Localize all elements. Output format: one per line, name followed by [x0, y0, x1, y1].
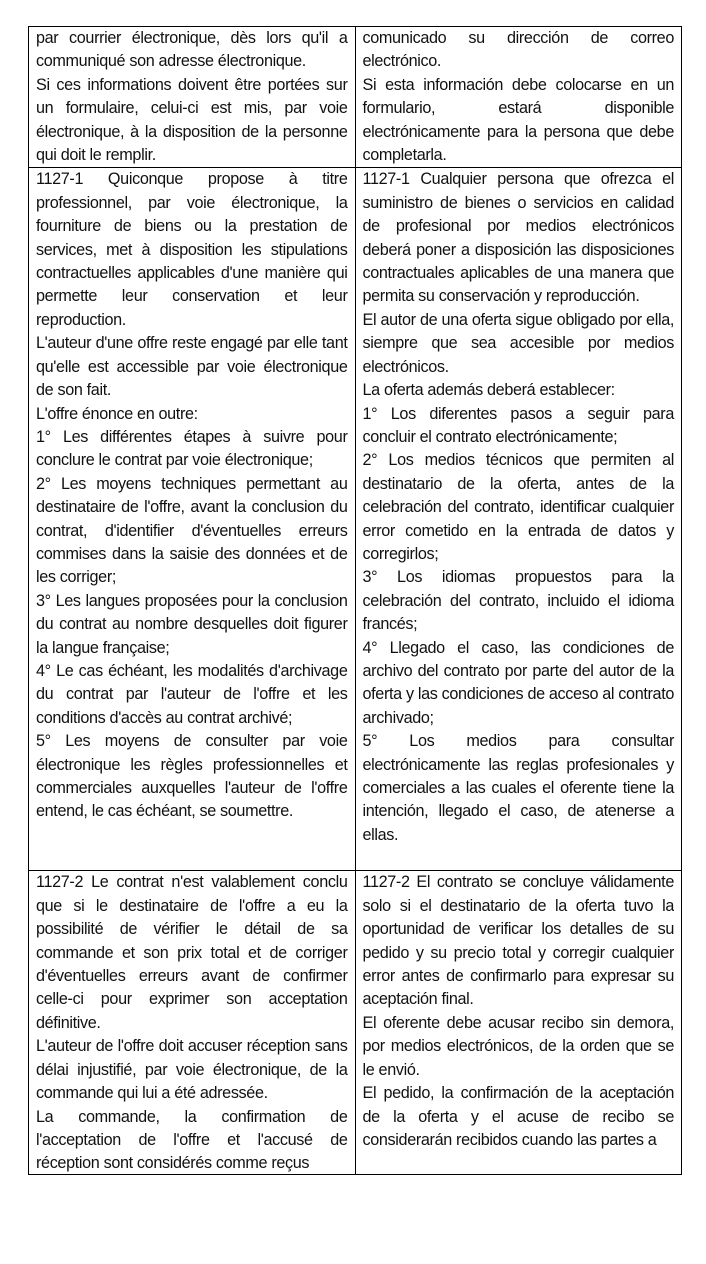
list-item: 2° Los medios técnicos que permiten al destinatario de la oferta, antes de la celebración del contrato, identificar cualquier error cometido en la entrada de datos y corregirlos; [362, 451, 674, 563]
paragraph: par courrier électronique, dès lors qu'il a communiqué son adresse électronique. [36, 29, 348, 71]
list-item: 4° Le cas échéant, les modalités d'archivage du contrat par l'auteur de l'offre et les conditions d'accès au contrat archivé; [36, 661, 348, 727]
french-cell [29, 168, 356, 871]
paragraph: Si ces informations doivent être portées sur un formulaire, celui-ci est mis, par voie électronique, à la disposition de la personne qui doit le remplir. [36, 75, 348, 165]
paragraph: L'offre énonce en outre: [36, 404, 198, 423]
table-row [29, 27, 682, 168]
paragraph: 1127-1 Cualquier persona que ofrezca el suministro de bienes o servicios en calidad de profesional por medios electrónicos deberá poner a disposición las disposiciones contractuales aplicables de una manera que permita su conservación y reproducción. [362, 170, 674, 306]
spanish-cell [355, 871, 682, 1175]
list-item: 5° Los medios para consultar electrónicamente las reglas profesionales y comerciales a las cuales el oferente tiene la intención, llegado el caso, de atenerse a ellas. [362, 732, 674, 844]
list-item: 3° Les langues proposées pour la conclusion du contrat au nombre desquelles doit figurer la langue française; [36, 591, 348, 657]
spanish-cell [355, 27, 682, 168]
list-item: 1° Les différentes étapes à suivre pour conclure le contrat par voie électronique; [36, 427, 348, 470]
paragraph: 1127-2 Le contrat n'est valablement conclu que si le destinataire de l'offre a eu la possibilité de vérifier le détail de sa commande et son prix total et de corriger d'éventuelles erreurs avant de confirmer celle-ci pour exprimer son acceptation définitive. [36, 873, 348, 1032]
french-cell [29, 27, 356, 168]
paragraph: comunicado su dirección de correo electrónico. [362, 29, 674, 71]
paragraph: Si esta información debe colocarse en un formulario, estará disponible electrónicamente para la persona que debe completarla. [362, 75, 674, 165]
table-row [29, 871, 682, 1175]
paragraph: 1127-2 El contrato se concluye válidamente solo si el destinatario de la oferta tuvo la oportunidad de verificar los detalles de su pedido y su precio total y corregir cualquier error antes de confirmarlo para expresar su aceptación final. [362, 873, 674, 1009]
spanish-cell [355, 168, 682, 871]
paragraph: El pedido, la confirmación de la aceptación de la oferta y el acuse de recibo se considerarán recibidos cuando las partes a [362, 1084, 674, 1149]
list-item: 3° Los idiomas propuestos para la celebración del contrato, incluido el idioma francés; [362, 568, 674, 634]
bilingual-table [28, 26, 682, 1175]
document-page [28, 26, 682, 1175]
paragraph: La oferta además deberá establecer: [362, 381, 615, 400]
list-item: 1° Los diferentes pasos a seguir para concluir el contrato electrónicamente; [362, 404, 674, 446]
paragraph: L'auteur d'une offre reste engagé par elle tant qu'elle est accessible par voie électronique de son fait. [36, 334, 348, 400]
table-row [29, 168, 682, 871]
list-item: 5° Les moyens de consulter par voie électronique les règles professionnelles et commerciales auxquelles l'auteur de l'offre entend, le cas échéant, se soumettre. [36, 732, 348, 821]
paragraph: L'auteur de l'offre doit accuser réception sans délai injustifié, par voie électronique, de la commande qui lui a été adressée. [36, 1037, 348, 1103]
paragraph: El autor de una oferta sigue obligado por ella, siempre que sea accesible por medios electrónicos. [362, 310, 674, 376]
french-cell [29, 871, 356, 1175]
list-item: 4° Llegado el caso, las condiciones de archivo del contrato por parte del autor de la oferta y las condiciones de acceso al contrato archivado; [362, 638, 674, 727]
paragraph: El oferente debe acusar recibo sin demora, por medios electrónicos, de la orden que se le envió. [362, 1013, 674, 1079]
paragraph: La commande, la confirmation de l'acceptation de l'offre et l'accusé de réception sont considérés comme reçus [36, 1107, 348, 1173]
paragraph: 1127-1 Quiconque propose à titre professionnel, par voie électronique, la fourniture de biens ou la prestation de services, met à disposition les stipulations contractuelles applicables d'une manière qui permette leur conservation et leur reproduction. [36, 170, 348, 329]
list-item: 2° Les moyens techniques permettant au destinataire de l'offre, avant la conclusion du contrat, d'identifier d'éventuelles erreurs commises dans la saisie des données et de les corriger; [36, 474, 348, 587]
